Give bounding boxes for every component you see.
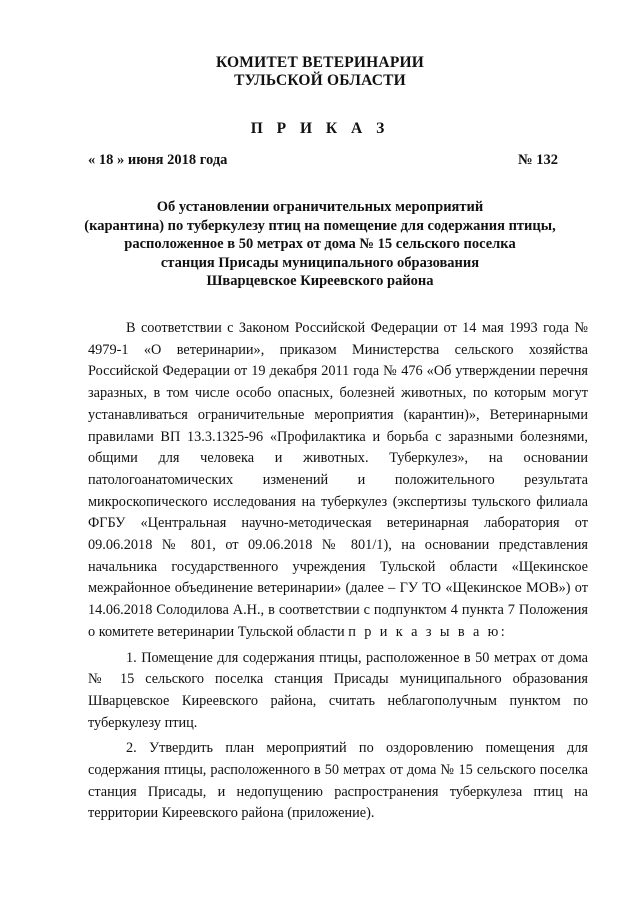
order-item-1: 1. Помещение для содержания птицы, расположенное в 50 метрах от дома № 15 сельского поселка станция Присады муниципального образования Шварцевское Киреевского района, считать неблагополучным пунктом по туберкулезу птиц. [88,649,588,731]
preamble-text: В соответствии с Законом Российской Федерации от 14 мая 1993 года № 4979-1 «О ветеринарии», приказом Министерства сельского хозяйства Российской Федерации от 19 декабря 2011 года № 476 «Об утверждении перечня заразных, в том числе особо опасных, болезней животных, по которым могут устанавливаться ограничительные мероприятия (карантин)», Ветеринарными правилами ВП 13.3.1325-96 «Профилактика и борьба с заразными болезнями, общими для человека и животных. Туберкулез», на основании патологоанатомических изменений и положительного результата микроскопического исследования на туберкулез (экспертизы тульского филиала ФГБУ «Центральная научно-методическая ветеринарная лаборатория от 09.06.2018 № 801, от 09.06.2018 № 801/1), на основании представления начальника государственного учреждения Тульской области «Щекинское межрайонное объединение ветеринарии» (далее – ГУ ТО «Щекинское МОВ») от 14.06.2018 Солодилова А.Н., в соответствии с подпунктом 4 пункта 7 Положения о комитете ветеринарии Тульской области [88,320,588,640]
subject-line: расположенное в 50 метрах от дома № 15 сельского поселка [124,236,516,252]
document-body [88,318,588,825]
document-date: « 18 » июня 2018 года [88,152,228,168]
subject-line: Об установлении ограничительных мероприятий [156,199,484,215]
document-number: № 132 [518,152,558,168]
subject-line: станция Присады муниципального образования [160,254,480,271]
preamble-paragraph [88,318,588,644]
orders-word: п р и к а з ы в а ю: [348,623,508,640]
document-type-title: П Р И К А З [250,120,390,137]
order-item-2: 2. Утвердить план мероприятий по оздоровлению помещения для содержания птицы, расположенного в 50 метрах от дома № 15 сельского поселка станция Присады, и недопущению распространения туберкулеза птиц на территории Киреевского района (приложение). [88,740,588,822]
subject-line: Шварцевское Киреевского района [206,273,434,289]
document-subject [0,198,640,291]
org-name-line-1: КОМИТЕТ ВЕТЕРИНАРИИ [216,54,424,71]
subject-line: (карантина) по туберкулезу птиц на помещение для содержания птицы, [84,217,556,234]
org-name-line-2: ТУЛЬСКОЙ ОБЛАСТИ [234,72,406,89]
